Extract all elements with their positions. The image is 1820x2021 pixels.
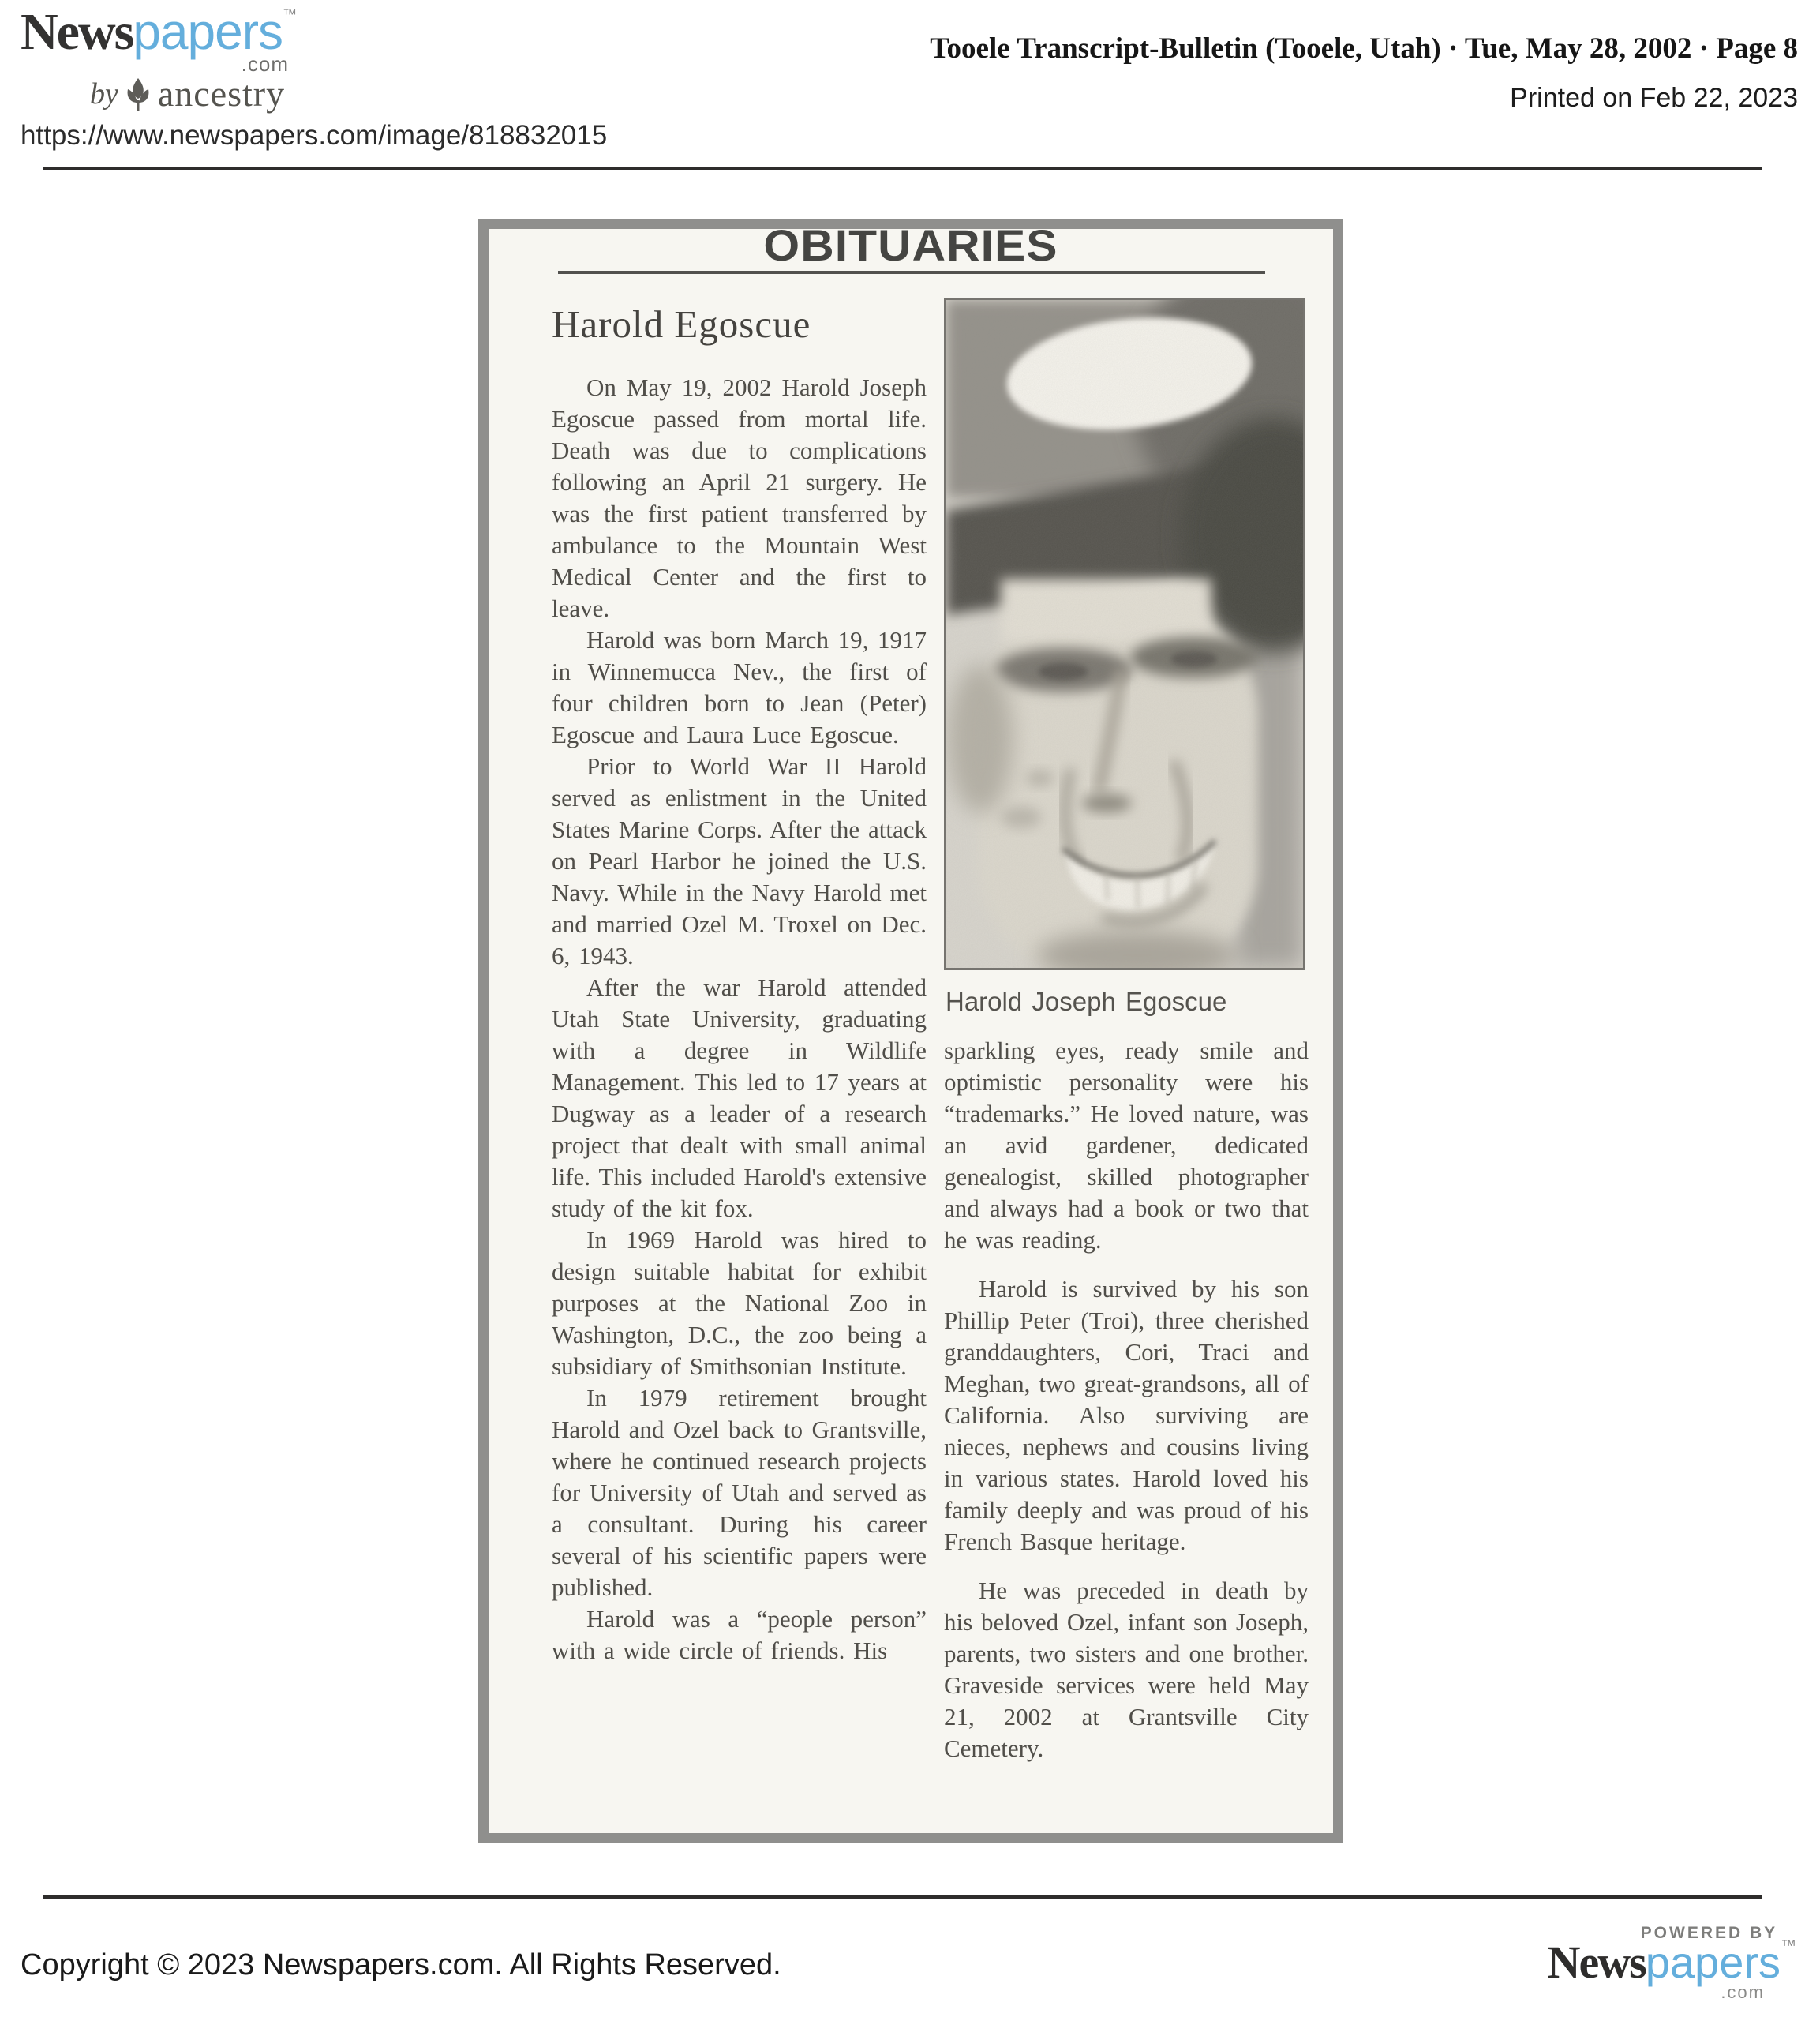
newspapers-wordmark [21, 3, 297, 61]
logo-com-suffix: .com [241, 52, 289, 76]
header-divider-rule [43, 167, 1762, 170]
paragraph: Harold is survived by his son Phillip Peter (Troi), three cherished granddaughters, Cori, Traci and Meghan, two great-grandsons, all of California. Also surviving are nieces, nephews and cousins living in various states. Harold loved his family deeply and was proud of his French Basque heritage. [944, 1275, 1309, 1555]
by-ancestry-lockup [90, 73, 297, 114]
printed-date-line: Printed on Feb 22, 2023 [1510, 83, 1798, 113]
portrait-photo-graphic [946, 300, 1303, 968]
paragraph: He was preceded in death by his beloved Ozel, infant son Joseph, parents, two sisters and one brother. Graveside services were held May 21, 2002 at Grantsville City Cemetery. [944, 1577, 1309, 1762]
trademark-symbol: ™ [1781, 1937, 1796, 1955]
footer-divider-rule [43, 1895, 1762, 1899]
logo-papers-part: papers [1645, 1937, 1781, 1987]
paragraph: In 1969 Harold was hired to design suitable habitat for exhibit purposes at the National Zoo in Washington, D.C., the zoo being a subsidiary of Smithsonian Institute. [552, 1226, 927, 1380]
source-citation-line: Tooele Transcript-Bulletin (Tooele, Utah) · Tue, May 28, 2002 · Page 8 [930, 32, 1798, 65]
powered-by-label: POWERED BY [1640, 1924, 1778, 1942]
paragraph: After the war Harold attended Utah State University, graduating with a degree in Wildlife Management. This led to 17 years at Dugway as a leader of a research project that dealt with small animal life. This included Harold's extensive study of the kit fox. [552, 973, 927, 1222]
newspaper-clipping [478, 219, 1343, 1843]
ancestry-word: ancestry [157, 73, 286, 114]
logo-papers-part: papers [133, 3, 283, 60]
powered-wordmark [1547, 1937, 1796, 1988]
newspapers-logo [21, 3, 297, 114]
article-title: Harold Egoscue [552, 302, 811, 346]
powered-by-logo [1548, 1925, 1796, 2001]
obituaries-section-title: OBITUARIES [763, 220, 1058, 270]
article-text-left [552, 372, 927, 1667]
article-columns [489, 274, 1333, 1782]
article-column-left [552, 274, 927, 1782]
trademark-symbol: ™ [283, 6, 297, 22]
paragraph: On May 19, 2002 Harold Joseph Egoscue passed from mortal life. Death was due to complications following an April 21 surgery. He was the first patient transferred by ambulance to the Mountain West Medical Center and the first to leave. [552, 373, 927, 622]
article-column-right [944, 274, 1309, 1782]
article-text-right [944, 1035, 1309, 1764]
portrait-photo [944, 298, 1305, 970]
paragraph: Harold was a “people person” with a wide circle of friends. His [552, 1605, 927, 1664]
image-url: https://www.newspapers.com/image/818832015 [21, 120, 608, 151]
logo-com-suffix: .com [1721, 1982, 1765, 2002]
paragraph: Harold was born March 19, 1917 in Winnemucca Nev., the first of four children born to Jean (Peter) Egoscue and Laura Luce Egoscue. [552, 626, 927, 748]
header-citation [930, 32, 1798, 114]
paragraph: sparkling eyes, ready smile and optimistic personality were his “trademarks.” He loved nature, was an avid gardener, dedicated genealogist, skilled photographer and always had a book or two that he was reading. [944, 1037, 1309, 1254]
copyright-notice: Copyright © 2023 Newspapers.com. All Rights Reserved. [21, 1948, 781, 1982]
logo-news-part: News [21, 3, 133, 61]
paragraph: Prior to World War II Harold served as enlistment in the United States Marine Corps. After the attack on Pearl Harbor he joined the U.S. Navy. While in the Navy Harold met and married Ozel M. Troxel on Dec. 6, 1943. [552, 752, 927, 969]
ancestry-leaf-icon [123, 77, 153, 111]
photo-caption: Harold Joseph Egoscue [946, 987, 1227, 1016]
by-word: by [90, 77, 118, 111]
paragraph: In 1979 retirement brought Harold and Ozel back to Grantsville, where he continued research projects for University of Utah and served as a consultant. During his career several of his scientific papers were published. [552, 1384, 927, 1601]
logo-news-part: News [1547, 1937, 1646, 1988]
